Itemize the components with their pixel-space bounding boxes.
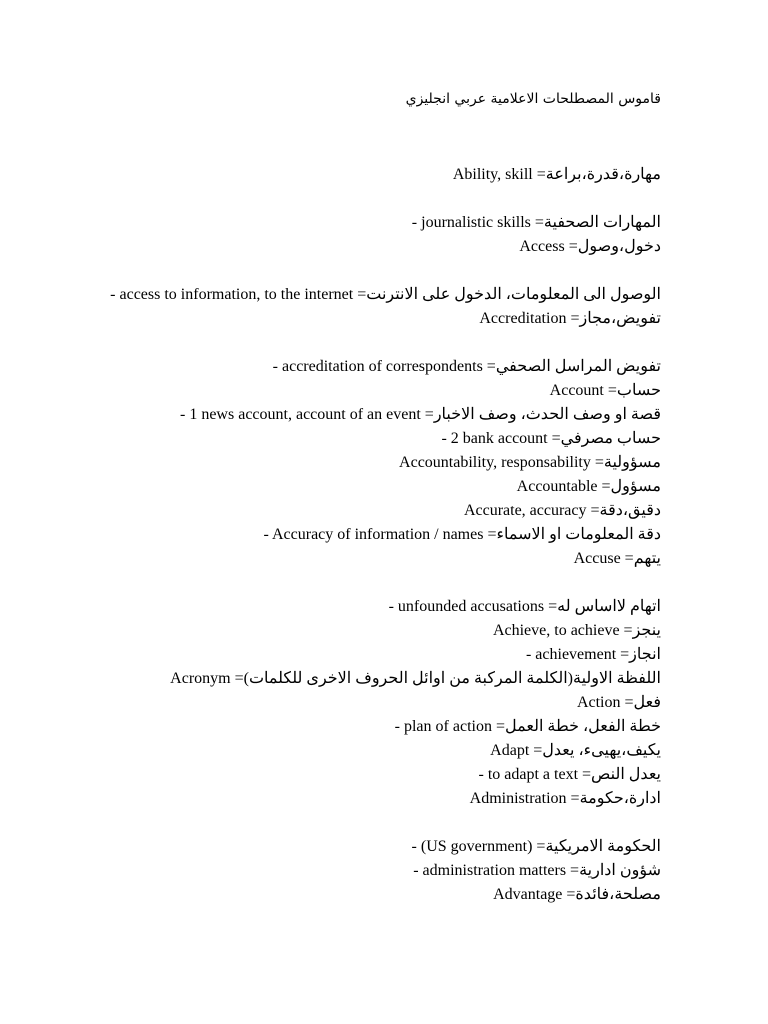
glossary-line: Adapt =يكيف،يهيىء، يعدل [490, 742, 661, 759]
glossary-line: Action =فعل [576, 694, 661, 711]
glossary-line: Account =حساب [549, 382, 661, 399]
glossary-line: - journalistic skills =المهارات الصحفية [411, 214, 661, 231]
glossary-line: - unfounded accusations =اتهام لااساس له [388, 598, 661, 615]
glossary-entries [41, 163, 661, 907]
glossary-line: Ability, skill =مهارة،قدرة،براعة [452, 166, 661, 183]
glossary-line: - access to information, to the internet =الوصول الى المعلومات، الدخول على الانترنت [110, 286, 661, 303]
glossary-line [41, 331, 661, 355]
glossary-line: Access =دخول،وصول [519, 238, 661, 255]
glossary-line: - plan of action =خطة الفعل، خطة العمل [394, 718, 661, 735]
glossary-line: - to adapt a text =يعدل النص [478, 766, 661, 783]
glossary-line: Accuse =يتهم [573, 550, 661, 567]
glossary-line: - administration matters =شؤون ادارية [413, 862, 661, 879]
glossary-line: - (US government) =الحكومة الامريكية [411, 838, 661, 855]
glossary-line [41, 187, 661, 211]
glossary-line: - Accuracy of information / names =دقة المعلومات او الاسماء [263, 526, 661, 543]
glossary-line: Accreditation =تفويض،مجاز [479, 310, 661, 327]
glossary-line: - accreditation of correspondents =تفويض المراسل الصحفي [272, 358, 661, 375]
glossary-line: Accurate, accuracy =دقيق،دقة [463, 502, 661, 519]
glossary-line: - achievement =انجاز [525, 646, 661, 663]
glossary-line: Achieve, to achieve =ينجز [492, 622, 661, 639]
glossary-line: - 2 bank account =حساب مصرفي [441, 430, 661, 447]
glossary-line: - 1 news account, account of an event =قصة او وصف الحدث، وصف الاخبار [180, 406, 661, 423]
glossary-line: Administration =ادارة،حكومة [469, 790, 661, 807]
glossary-line: Accountable =مسؤول [516, 478, 661, 495]
glossary-line [41, 259, 661, 283]
glossary-line: Advantage =مصلحة،فائدة [493, 886, 661, 903]
glossary-line [41, 571, 661, 595]
glossary-line [41, 811, 661, 835]
glossary-line: Acronym =اللفظة الاولية(الكلمة المركبة من اوائل الحروف الاخرى للكلمات) [170, 670, 661, 687]
page-title: قاموس المصطلحات الاعلامية عربي انجليزي [405, 91, 661, 107]
glossary-line: Accountability, responsability =مسؤولية [399, 454, 661, 471]
